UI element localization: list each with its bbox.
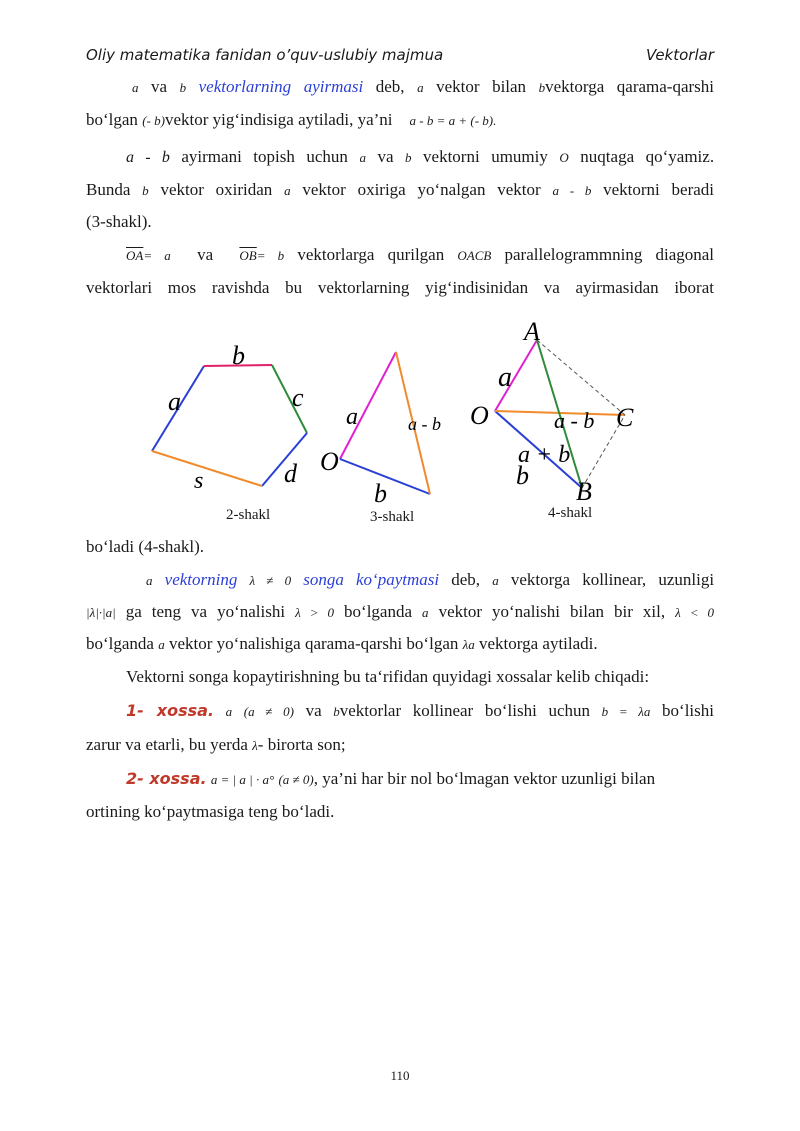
para3-line2: vektorlari mos ravishda bu vektorlarning yig‘indisinidan va ayirmasidan iborat xyxy=(86,278,714,297)
fig3-label-O: O xyxy=(320,447,339,476)
prop2-line2: ortining ko‘paytmasiga teng bo‘ladi. xyxy=(86,802,335,821)
fig3-label-b: b xyxy=(374,479,387,508)
side-AC-line xyxy=(537,340,625,415)
vector-s-line xyxy=(152,451,262,486)
prop1-line2: zarur va etarli, bu yerda λ- birorta son; xyxy=(86,735,346,754)
fig2-label-b: b xyxy=(232,341,245,370)
header-title: Oliy matematika fanidan o’quv-uslubiy majmua xyxy=(86,46,444,64)
para1-line2: bo‘lgan (- b)vektor yig‘indisiga aytiladi, ya’ni a - b = a + (- b). xyxy=(86,110,497,129)
fig3-label-a: a xyxy=(346,404,358,430)
fig4-label-B: B xyxy=(576,477,592,506)
fig2-label-s: s xyxy=(194,468,204,494)
fig4-label-a: a xyxy=(498,362,512,393)
figure-4 xyxy=(470,318,634,506)
figure-2 xyxy=(152,341,307,494)
fig4-label-sum: a + b xyxy=(518,442,571,468)
para4-line2: |λ|·|a| ga teng va yo‘nalishi λ > 0 bo‘lganda a vektor yo‘nalishi bilan bir xil, λ < 0 xyxy=(86,602,715,621)
fig3-label-diff: a - b xyxy=(408,414,441,434)
para3-line3: bo‘ladi (4-shakl). xyxy=(86,537,205,556)
caption-fig2: 2-shakl xyxy=(226,507,271,523)
fig4-label-O: O xyxy=(470,401,489,430)
para3-line1: $\overline{OA}= a$ va $\overline{OB}= b$ vektorlarga qurilgan OACB parallelogrammning diagonal xyxy=(126,245,715,264)
para2-line3: (3-shakl). xyxy=(86,212,152,231)
prop2-line1: 2- xossa. a = | a | · a° (a ≠ 0), ya’ni har bir nol bo‘lmagan vektor uzunligi bilan xyxy=(126,769,656,788)
fig2-label-a: a xyxy=(168,387,181,416)
prop1-label: 1- xossa. xyxy=(126,701,214,720)
fig2-label-c: c xyxy=(292,383,304,412)
para1-line1: a va b vektorlarning ayirmasi deb, a vektor bilan bvektorga qarama-qarshi xyxy=(132,77,715,96)
caption-fig4: 4-shakl xyxy=(548,505,593,521)
caption-fig3: 3-shakl xyxy=(370,509,415,525)
header-section: Vektorlar xyxy=(645,46,714,64)
page-number: 110 xyxy=(390,1068,410,1083)
fig4-label-A: A xyxy=(524,318,540,346)
figure-3 xyxy=(320,352,441,508)
para2-line2: Bunda b vektor oxiridan a vektor oxiriga yo‘nalgan vektor a - b vektorni beradi xyxy=(86,180,715,199)
term-difference: vektorlarning ayirmasi xyxy=(198,77,364,96)
figures xyxy=(0,318,800,528)
fig2-label-d: d xyxy=(284,459,297,488)
para4-line3: bo‘lganda a vektor yo‘nalishiga qarama-qarshi bo‘lgan λa vektorga aytiladi. xyxy=(86,634,598,653)
fig4-label-diff: a - b xyxy=(554,408,595,433)
fig4-label-C: C xyxy=(616,403,634,432)
para4-line1: a vektorning λ ≠ 0 songa ko‘paytmasi deb, a vektorga kollinear, uzunligi xyxy=(146,570,715,589)
prop2-label: 2- xossa. xyxy=(126,769,207,788)
para2-line1: a - b ayirmani topish uchun a va b vektorni umumiy O nuqtaga qo‘yamiz. xyxy=(126,147,715,166)
difference-formula: a - b = a + (- b). xyxy=(409,113,497,128)
prop1-line1: 1- xossa. a (a ≠ 0) va bvektorlar kollinear bo‘lishi uchun b = λa bo‘lishi xyxy=(126,701,714,720)
para5: Vektorni songa kopaytirishning bu ta‘rifidan quyidagi xossalar kelib chiqadi: xyxy=(126,667,650,686)
fig4-label-b: b xyxy=(516,461,529,490)
